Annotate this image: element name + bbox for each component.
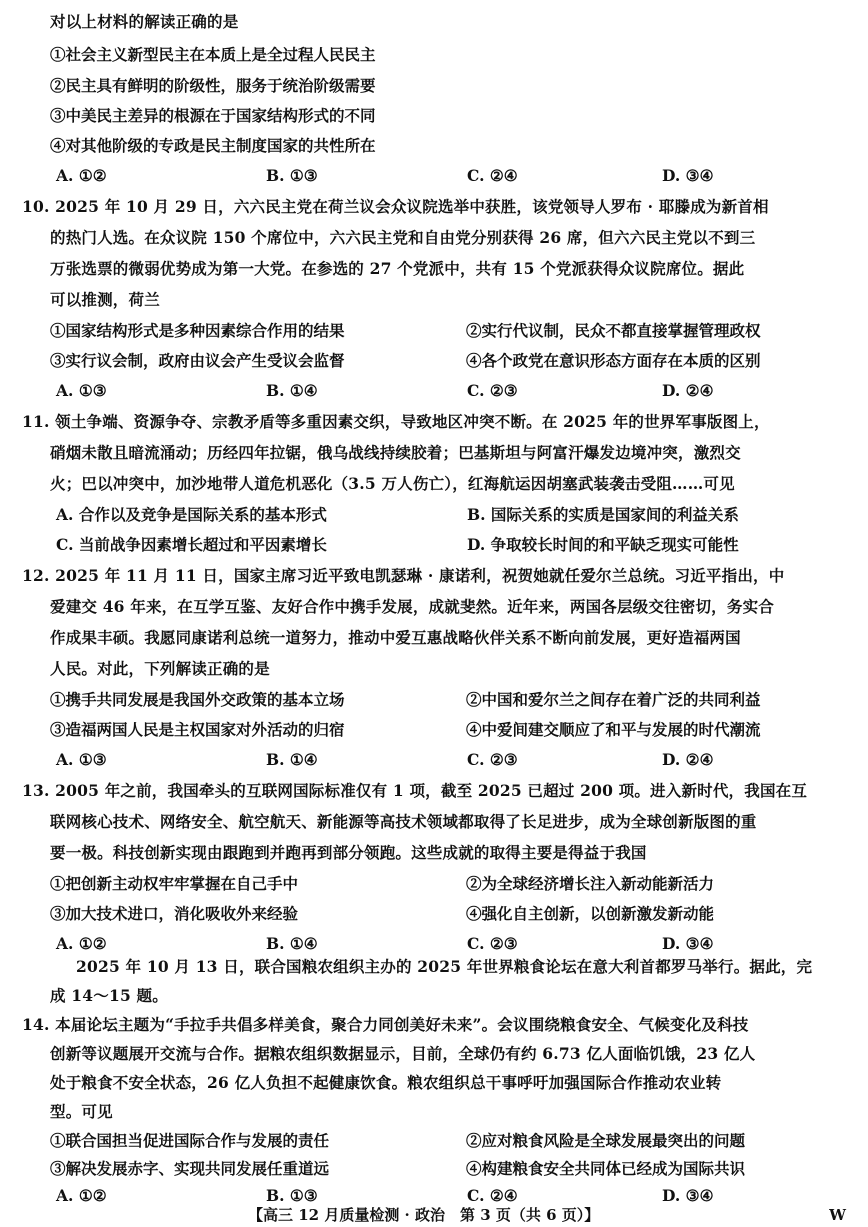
q14-option-2: ②应对粮食风险是全球发展最突出的问题 [466, 1131, 746, 1150]
q11-choice-c: C. 当前战争因素增长超过和平因素增长 [56, 535, 327, 554]
q12-choice-d: D. ②④ [662, 750, 714, 769]
q9-option-4: ④对其他阶级的专政是民主制度国家的共性所在 [50, 136, 376, 155]
q12-option-4: ④中爱间建交顺应了和平与发展的时代潮流 [466, 720, 761, 739]
q9-choice-b: B. ①③ [266, 166, 318, 185]
q14-choice-c: C. ②④ [467, 1186, 518, 1205]
q13-option-4: ④强化自主创新，以创新激发新动能 [466, 904, 715, 923]
q14-stem-line: 型。可见 [50, 1102, 113, 1121]
q14-option-4: ④构建粮食安全共同体已经成为国际共识 [466, 1159, 746, 1178]
q10-choice-d: D. ②④ [662, 381, 714, 400]
q12-stem-line: 人民。对此，下列解读正确的是 [50, 659, 270, 678]
q10-option-3: ③实行议会制，政府由议会产生受议会监督 [50, 351, 345, 370]
q14-option-1: ①联合国担当促进国际合作与发展的责任 [50, 1131, 330, 1150]
q10-stem-line: 的热门人选。在众议院 150 个席位中，六六民主党和自由党分别获得 26 席，但六六民主党以不到三 [50, 228, 756, 247]
page-footer: 【高三 12 月质量检测 · 政治 第 3 页（共 6 页）】 [248, 1206, 600, 1224]
q11-choice-d: D. 争取较长时间的和平缺乏现实可能性 [467, 535, 739, 554]
q13-stem-line: 13. 2005 年之前，我国牵头的互联网国际标准仅有 1 项，截至 2025 已超过 200 项。进入新时代，我国在互 [22, 781, 808, 800]
q14-choice-b: B. ①③ [266, 1186, 318, 1205]
q12-stem-line: 爱建交 46 年来，在互学互鉴、友好合作中携手发展，成就斐然。近年来，两国各层级交往密切，务实合 [50, 597, 774, 616]
q10-choice-b: B. ①④ [266, 381, 318, 400]
q14-15-intro-line: 成 14～15 题。 [50, 986, 168, 1005]
page-footer-mark: W [829, 1206, 846, 1224]
q10-option-1: ①国家结构形式是多种因素综合作用的结果 [50, 321, 345, 340]
q13-option-1: ①把创新主动权牢牢掌握在自己手中 [50, 874, 299, 893]
q14-option-3: ③解决发展赤字、实现共同发展任重道远 [50, 1159, 330, 1178]
q14-stem-line: 创新等议题展开交流与合作。据粮农组织数据显示，目前，全球仍有约 6.73 亿人面临饥饿，23 亿人 [50, 1044, 756, 1063]
q10-stem-line: 可以推测，荷兰 [50, 290, 160, 309]
q9-option-1: ①社会主义新型民主在本质上是全过程人民民主 [50, 45, 376, 64]
q12-option-1: ①携手共同发展是我国外交政策的基本立场 [50, 690, 345, 709]
q10-stem-line: 万张选票的微弱优势成为第一大党。在参选的 27 个党派中，共有 15 个党派获得众议院席位。据此 [50, 259, 745, 278]
q11-stem-line: 火；巴以冲突中，加沙地带人道危机恶化（3.5 万人伤亡），红海航运因胡塞武装袭击受阻……可见 [50, 474, 735, 493]
q12-choice-a: A. ①③ [56, 750, 107, 769]
q9-option-3: ③中美民主差异的根源在于国家结构形式的不同 [50, 106, 376, 125]
q10-choice-a: A. ①③ [56, 381, 107, 400]
q9-choice-a: A. ①② [56, 166, 107, 185]
q9-option-2: ②民主具有鲜明的阶级性，服务于统治阶级需要 [50, 76, 376, 95]
q9-choice-c: C. ②④ [467, 166, 518, 185]
q9-stem: 对以上材料的解读正确的是 [50, 12, 239, 31]
q12-stem-line: 12. 2025 年 11 月 11 日，国家主席习近平致电凯瑟琳 · 康诺利，祝贺她就任爱尔兰总统。习近平指出，中 [22, 566, 785, 585]
q9-choice-d: D. ③④ [662, 166, 714, 185]
q13-option-3: ③加大技术进口，消化吸收外来经验 [50, 904, 299, 923]
q12-option-3: ③造福两国人民是主权国家对外活动的归宿 [50, 720, 345, 739]
q14-15-intro-line: 2025 年 10 月 13 日，联合国粮农组织主办的 2025 年世界粮食论坛在意大利首都罗马举行。据此，完 [76, 957, 813, 976]
q13-stem-line: 要一极。科技创新实现由跟跑到并跑再到部分领跑。这些成就的取得主要是得益于我国 [50, 843, 647, 862]
q14-stem-line: 处于粮食不安全状态，26 亿人负担不起健康饮食。粮农组织总干事呼吁加强国际合作推动农业转 [50, 1073, 722, 1092]
q10-choice-c: C. ②③ [467, 381, 518, 400]
q12-option-2: ②中国和爱尔兰之间存在着广泛的共同利益 [466, 690, 761, 709]
q13-choice-d: D. ③④ [662, 934, 714, 953]
q10-option-4: ④各个政党在意识形态方面存在本质的区别 [466, 351, 761, 370]
q13-choice-b: B. ①④ [266, 934, 318, 953]
q11-stem-line: 11. 领土争端、资源争夺、宗教矛盾等多重因素交织，导致地区冲突不断。在 2025 年的世界军事版图上， [22, 412, 770, 431]
q12-stem-line: 作成果丰硕。我愿同康诺利总统一道努力，推动中爱互惠战略伙伴关系不断向前发展，更好造福两国 [50, 628, 741, 647]
q13-stem-line: 联网核心技术、网络安全、航空航天、新能源等高技术领域都取得了长足进步，成为全球创新版图的重 [50, 812, 757, 831]
q11-choice-a: A. 合作以及竞争是国际关系的基本形式 [56, 505, 327, 524]
q10-stem-line: 10. 2025 年 10 月 29 日，六六民主党在荷兰议会众议院选举中获胜，该党领导人罗布 · 耶滕成为新首相 [22, 197, 769, 216]
q12-choice-c: C. ②③ [467, 750, 518, 769]
q10-option-2: ②实行代议制，民众不都直接掌握管理政权 [466, 321, 761, 340]
q14-stem-line: 14. 本届论坛主题为“手拉手共倡多样美食，聚合力同创美好未来”。会议围绕粮食安全、气候变化及科技 [22, 1015, 749, 1034]
q13-option-2: ②为全球经济增长注入新动能新活力 [466, 874, 715, 893]
q11-stem-line: 硝烟未散且暗流涌动；历经四年拉锯，俄乌战线持续胶着；巴基斯坦与阿富汗爆发边境冲突，激烈交 [50, 443, 741, 462]
q12-choice-b: B. ①④ [266, 750, 318, 769]
q13-choice-a: A. ①② [56, 934, 107, 953]
q13-choice-c: C. ②③ [467, 934, 518, 953]
q14-choice-d: D. ③④ [662, 1186, 714, 1205]
q14-choice-a: A. ①② [56, 1186, 107, 1205]
q11-choice-b: B. 国际关系的实质是国家间的利益关系 [467, 505, 739, 524]
